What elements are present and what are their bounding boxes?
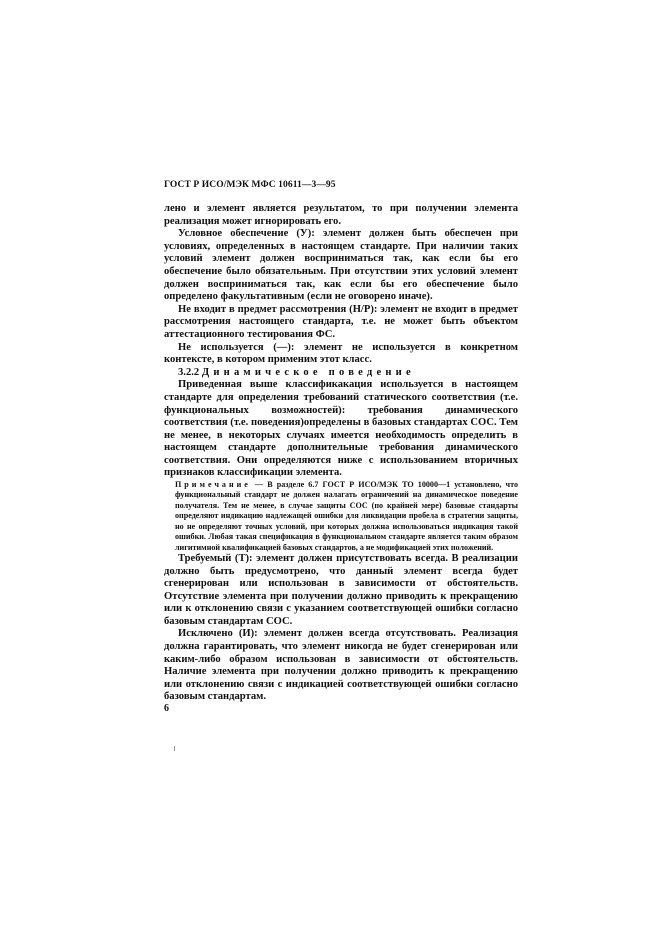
paragraph-out-of-scope: Не входит в предмет рассмотрения (Н/Р): элемент не входит в предмет рассмотрения настоящего стандарта, т.е. не может быть объектом аттестационного тестирования ФС. [164, 303, 518, 340]
note-label: Примечание [175, 480, 251, 490]
scan-artifact [174, 746, 175, 751]
section-heading [164, 367, 518, 380]
paragraph-not-used: Не используется (—): элемент не используется в конкретном контексте, в котором применим этот класс. [164, 341, 518, 366]
paragraph-required: Требуемый (Т): элемент должен присутствовать всегда. В реализации должно быть предусмотрено, что данный элемент всегда будет сгенерирован или использован в зависимости от обстоятельств. Отсутствие элемента при получении должно приводить к прекращению или к отклонению связи с указанием соответствующей ошибки согласно базовым стандартам СОС. [164, 552, 518, 627]
note-text: — В разделе 6.7 ГОСТ Р ИСО/МЭК ТО 10000—1 установлено, что функциональный стандарт не должен налагать ограничений на динамическое поведение получателя. Тем не менее, в случае защиты СОС (по крайней мере) базовые стандарты определяют индикацию надлежащей ошибки для ликвидации пробела в стратегии защиты, но не определяют точных условий, при которых должна использоваться индикация такой ошибки. Любая такая спецификация в функциональном стандарте является таким образом лигитимной квалификацией базовых стандартов, а не модификацией этих положений. [175, 480, 518, 552]
page-number: 6 [164, 703, 169, 714]
note-block [175, 480, 518, 553]
document-header: ГОСТ Р ИСО/МЭК МФС 10611—3—95 [164, 180, 336, 190]
section-title: Динамическое поведение [201, 366, 415, 378]
paragraph-excluded: Исключено (И): элемент должен всегда отсутствовать. Реализация должна гарантировать, что элемент никогда не будет сгенерирован или каким-либо образом использован в зависимости от обстоятельств. Наличие элемента при получении должно приводить к прекращению или отклонению связи с индикацией соответствующей ошибки согласно базовым стандартам. [164, 628, 518, 703]
paragraph-continuation: лено и элемент является результатом, то при получении элемента реализация может игнорировать его. [164, 203, 518, 227]
document-body [164, 203, 518, 704]
paragraph-conditional-support: Условное обеспечение (У): элемент должен быть обеспечен при условиях, определенных в настоящем стандарте. При наличии таких условий элемент должен восприниматься так, как если бы его обеспечение было обязательным. При отсутствии этих условий элемент должен восприниматься так, как если бы его обеспечение было определено факультативным (если не оговорено иначе). [164, 228, 518, 303]
paragraph-classification: Приведенная выше классификакация используется в настоящем стандарте для определения требований статического соответствия (т.е. функциональных возможностей): требования динамического соответствия (т.е. поведения)определены в базовых стандартах СОС. Тем не менее, в некоторых случаях имеется необходимость определить в настоящем стандарте дополнительные требования динамического соответствия. Они определяются ниже с использованием вторичных признаков классификации элемента. [164, 379, 518, 479]
section-number: 3.2.2 [178, 366, 200, 378]
